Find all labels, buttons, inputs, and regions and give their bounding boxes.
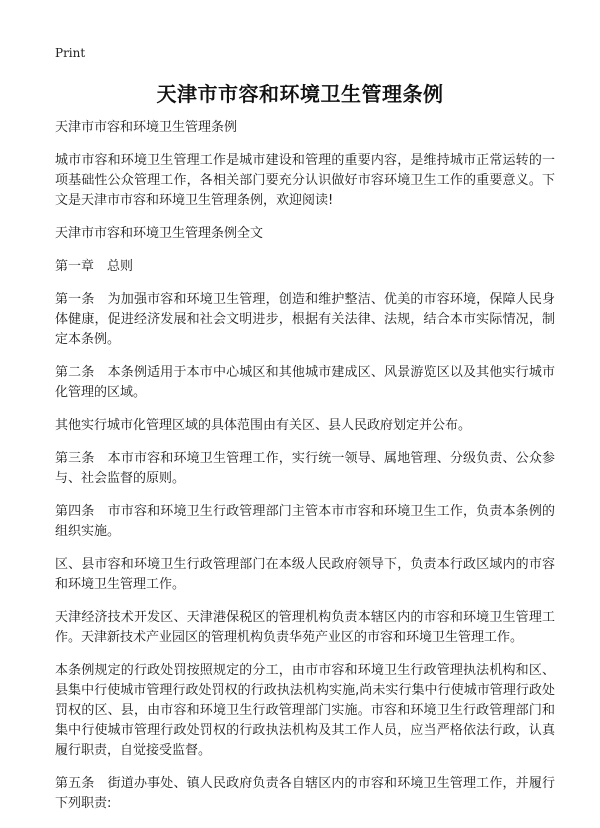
print-link[interactable]: Print [55, 46, 86, 60]
document-body [55, 118, 555, 827]
chapter-heading: 第一章 总则 [55, 259, 134, 274]
paragraph-fulltext-heading: 天津市市容和环境卫生管理条例全文 [55, 226, 264, 241]
article-2: 第二条 本条例适用于本市中心城区和其他城市建成区、风景游览区以及其他实行城市化管理的区域。 [55, 365, 555, 400]
paragraph-subtitle: 天津市市容和环境卫生管理条例 [55, 120, 238, 135]
article-5: 第五条 街道办事处、镇人民政府负责各自辖区内的市容和环境卫生管理工作，并履行下列职责: [55, 776, 555, 811]
paragraph-intro: 城市市容和环境卫生管理工作是城市建设和管理的重要内容，是维持城市正常运转的一项基础性公众管理工作，各相关部门要充分认识做好市容环境卫生工作的重要意义。下文是天津市市容和环境卫生管理条例，欢迎阅读! [55, 153, 555, 208]
article-4: 第四条 市市容和环境卫生行政管理部门主管本市市容和环境卫生工作，负责本条例的组织实施。 [55, 504, 555, 539]
article-4-clause-district: 区、县市容和环境卫生行政管理部门在本级人民政府领导下，负责本行政区域内的市容和环境卫生管理工作。 [55, 557, 555, 592]
article-4-clause-penalty: 本条例规定的行政处罚按照规定的分工，由市市容和环境卫生行政管理执法机构和区、县集中行使城市管理行政处罚权的行政执法机构实施,尚未实行集中行使城市管理行政处罚权的区、县，由市容和环境卫生行政管理部门实施。市容和环境卫生行政管理部门和集中行使城市管理行政处罚权的行政执法机构及其工作人员，应当严格依法行政，认真履行职责，自觉接受监督。 [55, 663, 555, 758]
article-1: 第一条 为加强市容和环境卫生管理，创造和维护整洁、优美的市容环境，保障人民身体健康，促进经济发展和社会文明进步，根据有关法律、法规，结合本市实际情况，制定本条例。 [55, 292, 555, 347]
article-3: 第三条 本市市容和环境卫生管理工作，实行统一领导、属地管理、分级负责、公众参与、社会监督的原则。 [55, 451, 555, 486]
article-4-clause-zones: 天津经济技术开发区、天津港保税区的管理机构负责本辖区内的市容和环境卫生管理工作。天津新技术产业园区的管理机构负责华苑产业区的市容和环境卫生管理工作。 [55, 610, 555, 645]
document-title: 天津市市容和环境卫生管理条例 [156, 82, 444, 106]
article-2-clause: 其他实行城市化管理区域的具体范围由有关区、县人民政府划定并公布。 [55, 418, 472, 433]
